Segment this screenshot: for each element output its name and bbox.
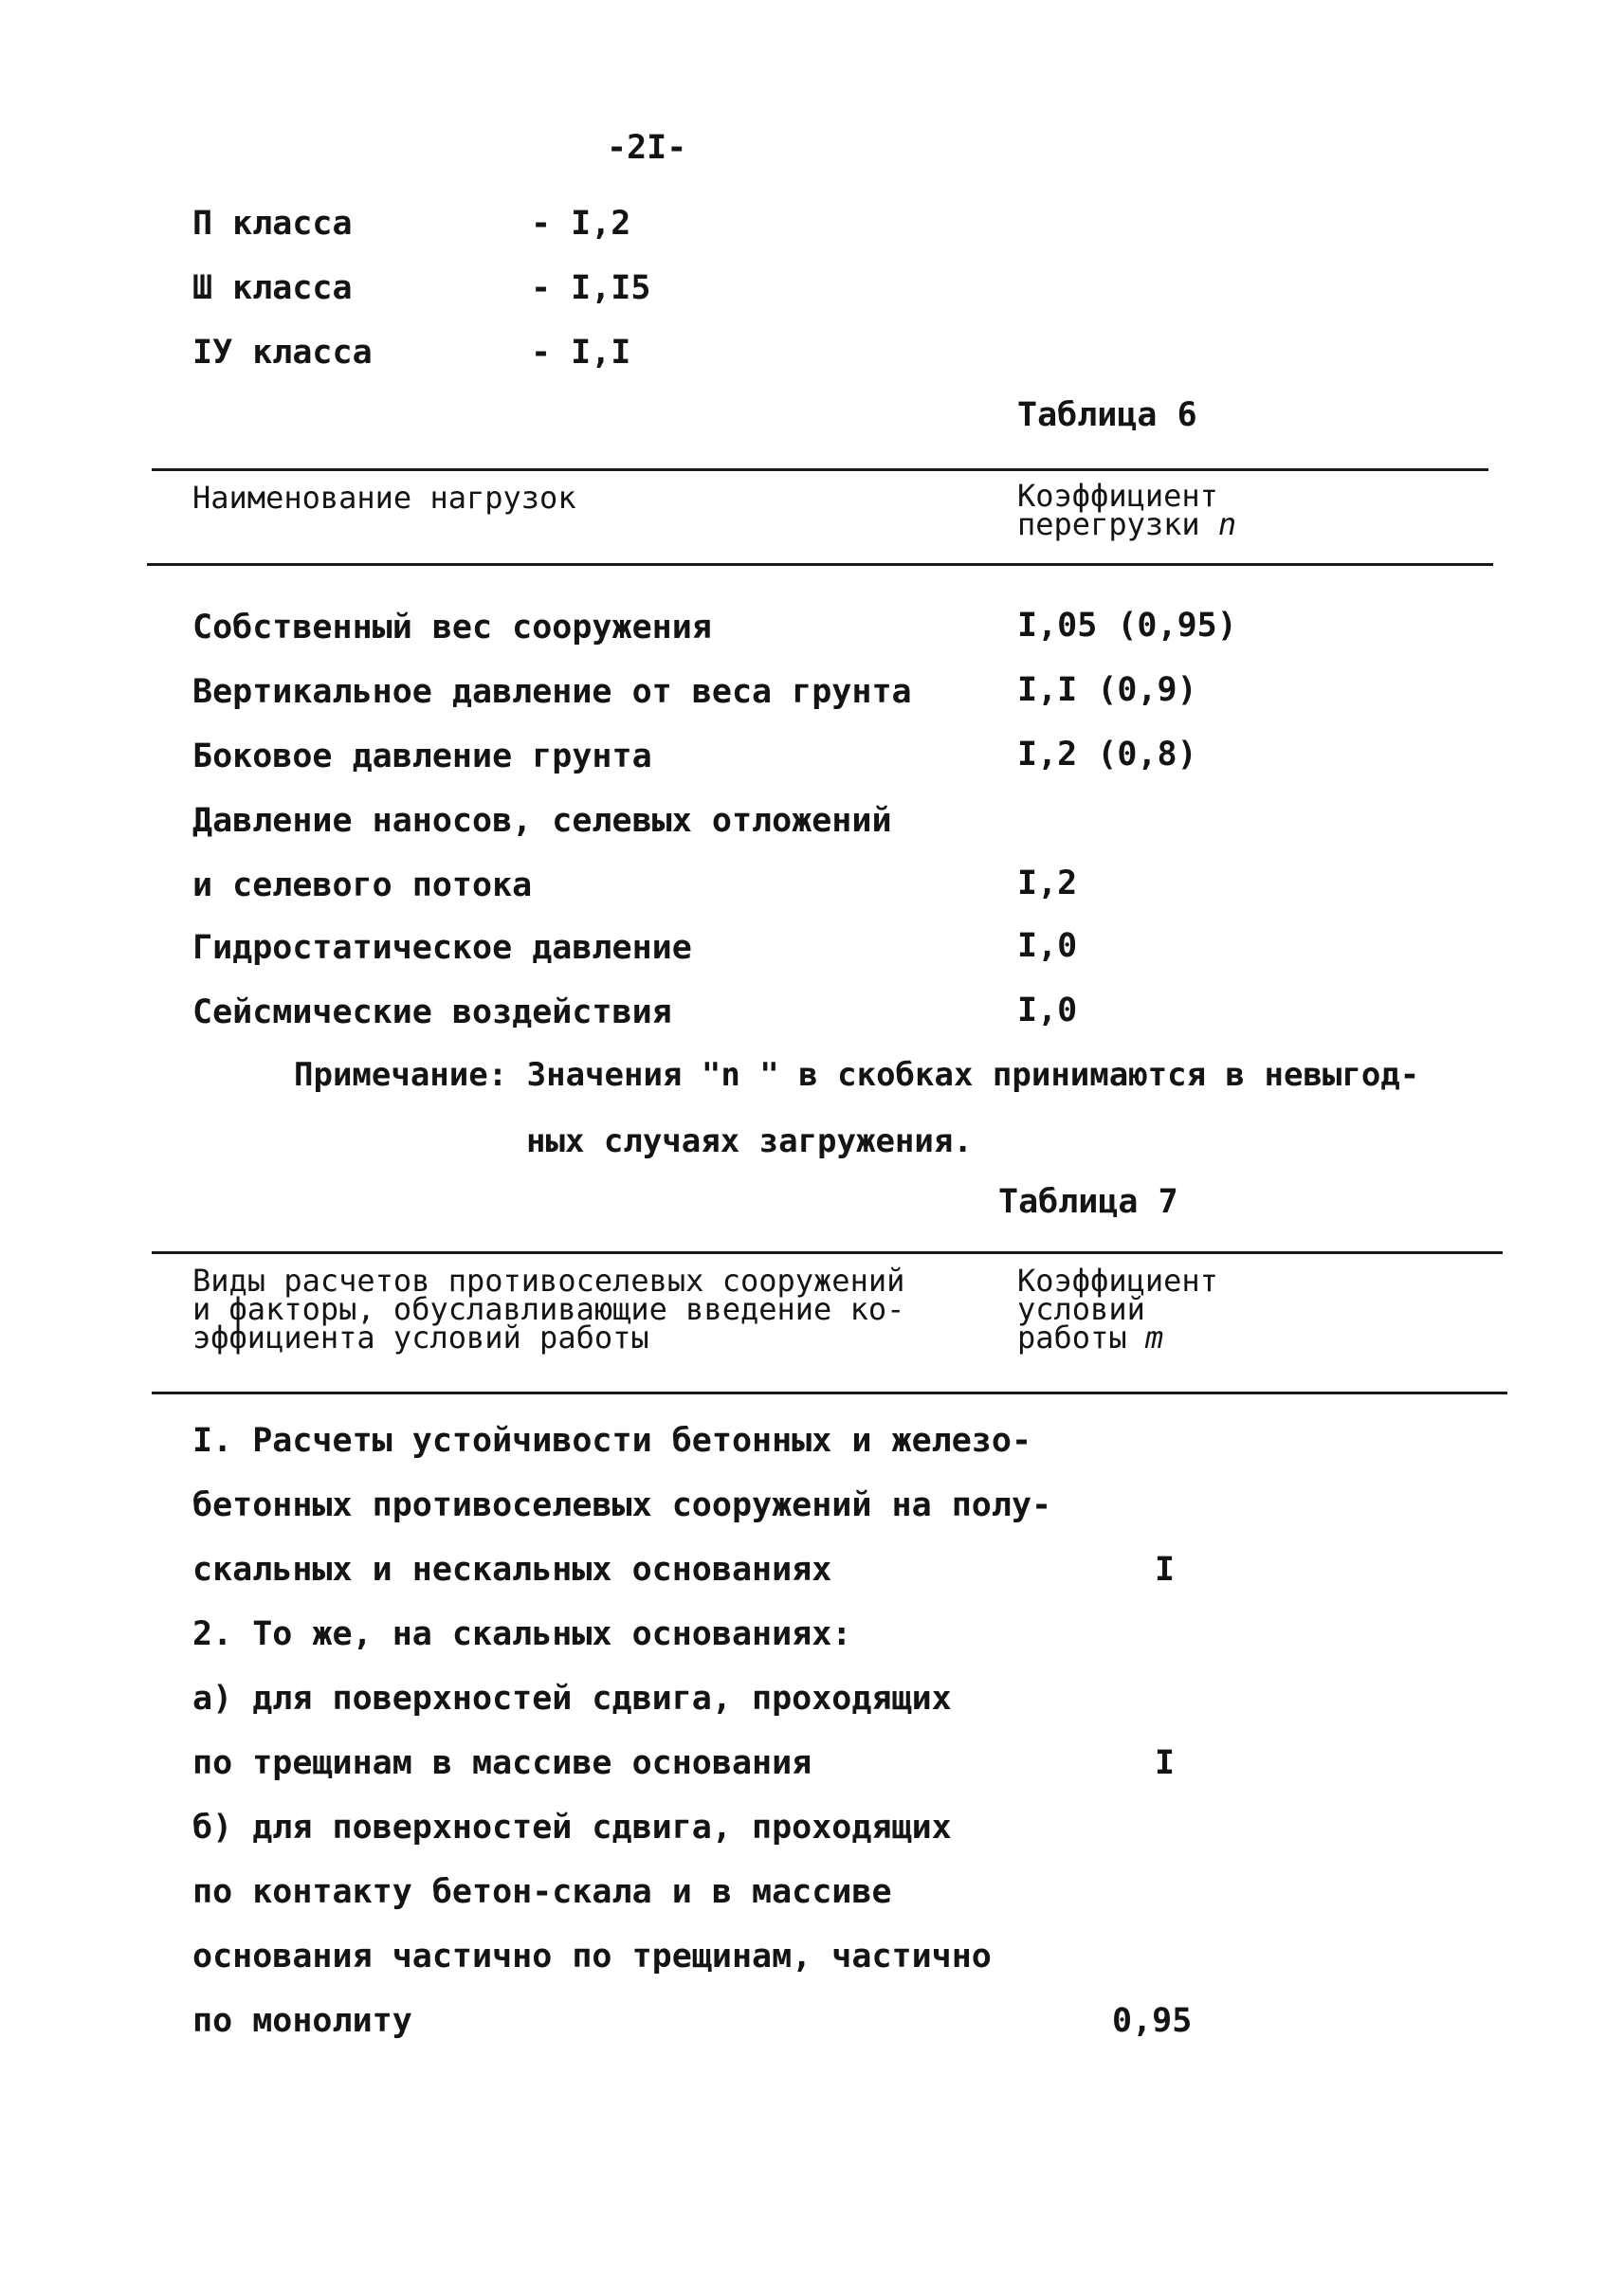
header-line: эффициента условий работы (192, 1320, 649, 1356)
header-line: Коэффициент (1017, 1263, 1218, 1299)
table6-row-name: Гидростатическое давление (192, 929, 692, 967)
table6-header-rule (147, 563, 1493, 566)
table7-row-text: б) для поверхностей сдвига, проходящих (192, 1809, 952, 1847)
table7-row-text: бетонных противоселевых сооружений на полу- (192, 1486, 1052, 1524)
table7-row-text: по трещинам в массиве основания (192, 1744, 812, 1782)
table6-header-coef (1017, 478, 1237, 542)
table6-note: Примечание: Значения "n " в скобках принимаются в невыгод- (294, 1056, 1420, 1094)
class-value: - I,I (531, 334, 631, 372)
table6-header-name: Наименование нагрузок (192, 480, 576, 516)
table7-header-coef (1017, 1263, 1218, 1356)
header-line: условий (1017, 1291, 1145, 1327)
table6-row-name: Сейсмические воздействия (192, 993, 672, 1031)
class-label: Ш класса (192, 269, 353, 307)
table7-caption: Таблица 7 (998, 1183, 1178, 1221)
class-value: - I,2 (531, 205, 631, 243)
table7-row-text: 2. То же, на скальных основаниях: (192, 1615, 852, 1653)
header-line: Коэффициент (1017, 478, 1218, 514)
header-line (1017, 506, 1237, 542)
table7-row-text: I. Расчеты устойчивости бетонных и железо- (192, 1422, 1032, 1460)
table6-row-value: I,2 (0,8) (1017, 736, 1197, 774)
header-text: перегрузки (1017, 506, 1200, 542)
table6-row-name: Боковое давление грунта (192, 737, 652, 775)
table6-row-value: I,05 (0,95) (1017, 607, 1237, 645)
table6-row-name: Вертикальное давление от веса грунта (192, 673, 912, 711)
header-line: и факторы, обуславливающие введение ко- (192, 1291, 905, 1327)
table7-row-text: а) для поверхностей сдвига, проходящих (192, 1680, 952, 1718)
header-line (1017, 1320, 1218, 1356)
class-label: П класса (192, 205, 353, 243)
table7-row-value: 0,95 (1112, 2002, 1193, 2040)
page-number: -2I- (607, 129, 687, 167)
table6-row-name: Давление наносов, селевых отложений (192, 802, 892, 840)
n-symbol: n (1217, 506, 1237, 542)
m-symbol: m (1144, 1320, 1164, 1356)
header-text: работы (1017, 1320, 1127, 1356)
table7-row-value: I (1155, 1744, 1176, 1782)
table6-row-value: I,2 (1017, 865, 1078, 902)
table7-row-value: I (1155, 1551, 1176, 1589)
table7-top-rule (152, 1251, 1503, 1254)
class-value: - I,I5 (531, 269, 651, 307)
table7-header-rule (152, 1392, 1507, 1394)
table7-row-text: скальных и нескальных основаниях (192, 1551, 832, 1589)
class-label: IУ класса (192, 334, 373, 372)
table6-note-continuation: ных случаях загружения. (526, 1122, 973, 1160)
table6-top-rule (152, 468, 1488, 471)
table6-row-value: I,I (0,9) (1017, 671, 1197, 709)
table7-row-text: по контакту бетон-скала и в массиве (192, 1873, 892, 1911)
table6-caption: Таблица 6 (1017, 396, 1197, 434)
table7-row-text: по монолиту (192, 2002, 412, 2040)
table7-header-kinds (192, 1263, 905, 1356)
header-line: Виды расчетов противоселевых сооружений (192, 1263, 905, 1299)
table6-row-name: Собственный вес сооружения (192, 609, 712, 646)
table7-row-text: основания частично по трещинам, частично (192, 1938, 992, 1975)
table6-row-value: I,0 (1017, 927, 1078, 965)
table6-row-value: I,0 (1017, 992, 1078, 1029)
table6-row-name: и селевого потока (192, 866, 533, 904)
